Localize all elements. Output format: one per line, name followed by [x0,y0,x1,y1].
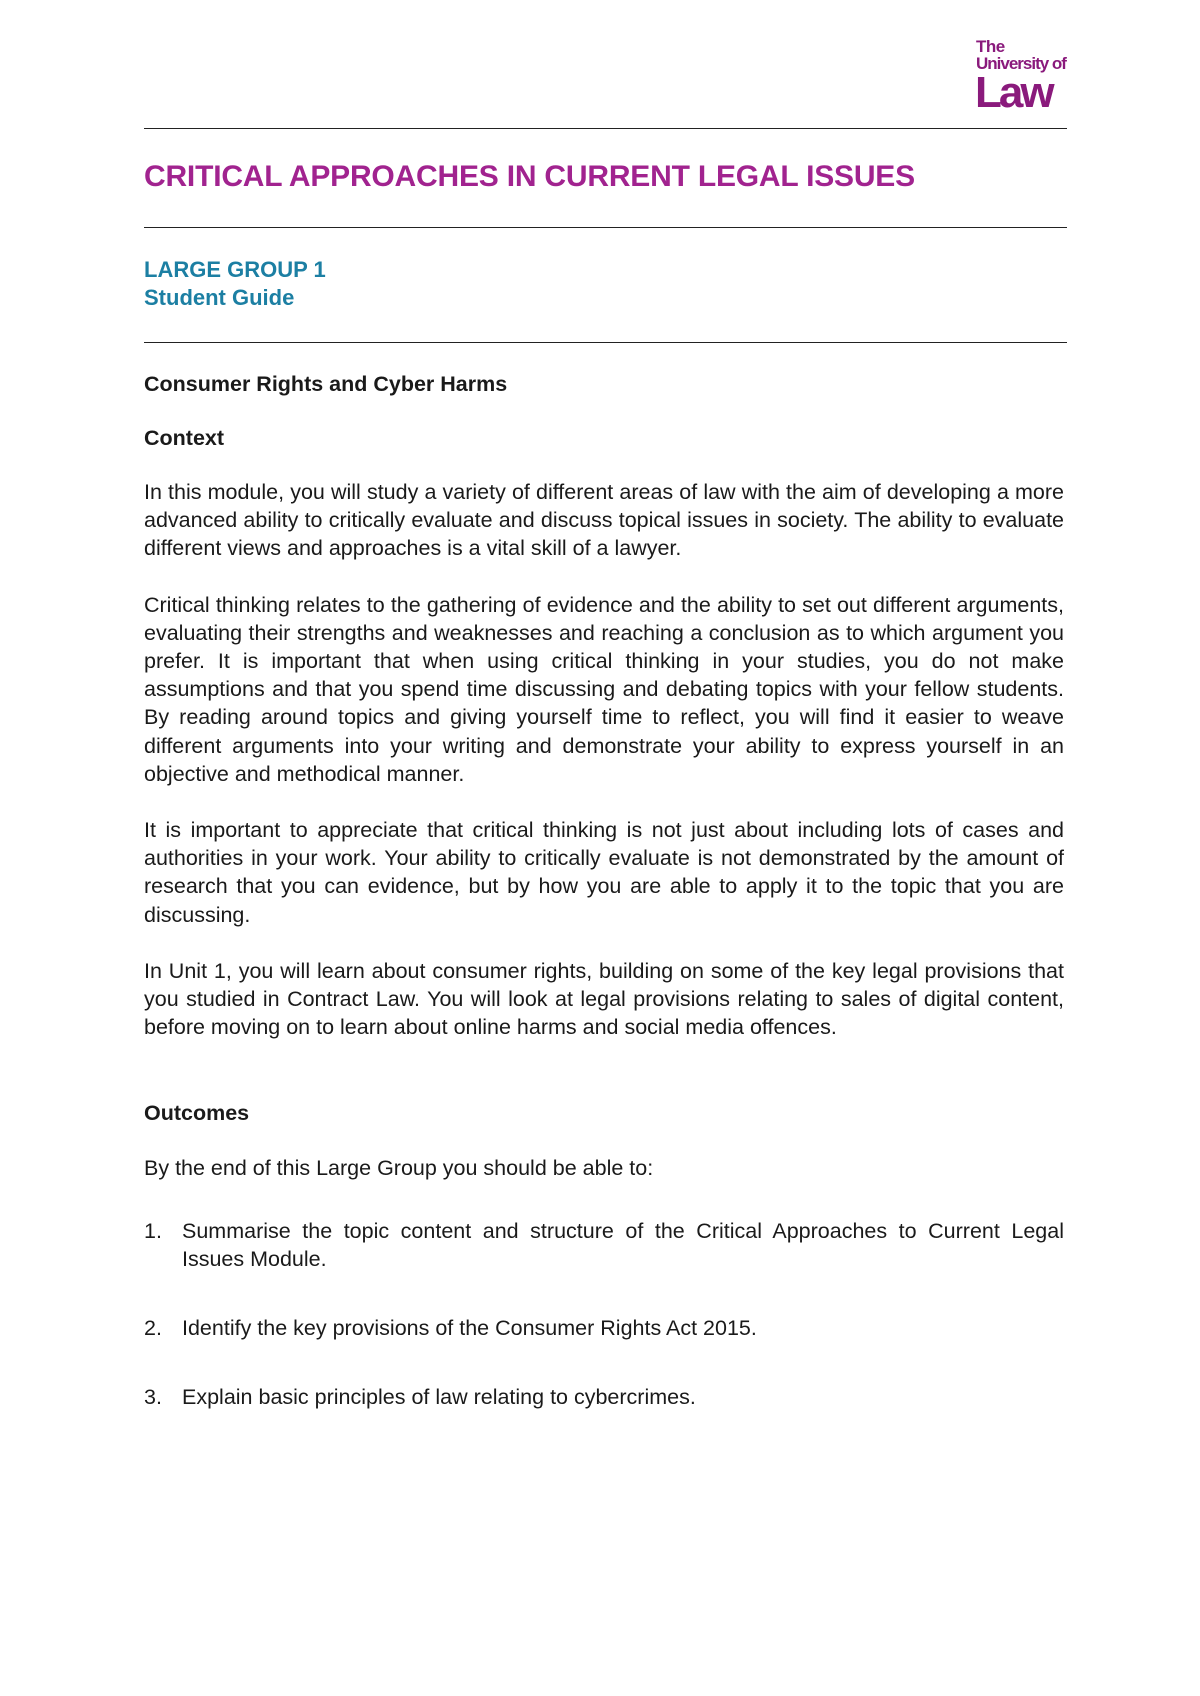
divider-top [144,128,1067,129]
document-title: CRITICAL APPROACHES IN CURRENT LEGAL ISSUES [144,160,915,193]
logo-line-university: University of [976,54,1066,73]
logo-line-law: Law [975,68,1052,117]
outcome-text: Summarise the topic content and structure of the Critical Approaches to Current Legal Issues Module. [182,1218,1064,1271]
outcome-text: Explain basic principles of law relating to cybercrimes. [182,1385,696,1410]
context-paragraph: In Unit 1, you will learn about consumer rights, building on some of the key legal provisions that you studied in Contract Law. You will look at legal provisions relating to sales of digital content, before moving on to learn about online harms and social media offences. [144,958,1064,1040]
context-paragraph: In this module, you will study a variety of different areas of law with the aim of developing a more advanced ability to critically evaluate and discuss topical issues in society. The ability to evaluate different views and approaches is a vital skill of a lawyer. [144,480,1064,561]
student-guide-subheading: Student Guide [144,285,295,310]
document-body [144,370,1064,1452]
context-paragraph: It is important to appreciate that critical thinking is not just about including lots of cases and authorities in your work. Your ability to critically evaluate is not demonstrated by the amount of research that you can evidence, but by how you are able to apply it to the topic that you are discussing. [144,818,1064,927]
outcome-number: 2. [144,1316,162,1341]
context-heading: Context [144,426,225,450]
outcomes-list [144,1217,1064,1412]
section-title: Consumer Rights and Cyber Harms [144,372,508,396]
outcome-item [144,1314,1064,1342]
outcome-number: 1. [144,1218,162,1243]
logo-line-the: The [976,37,1005,56]
group-heading-block [144,256,326,312]
outcome-item [144,1383,1064,1411]
divider-under-title [144,227,1067,228]
large-group-heading: LARGE GROUP 1 [144,257,326,282]
outcome-item [144,1217,1064,1273]
context-paragraph: Critical thinking relates to the gathering of evidence and the ability to set out different arguments, evaluating their strengths and weaknesses and reaching a conclusion as to which argument you prefer. It is important that when using critical thinking in your studies, you do not make assumptions and that you spend time discussing and debating topics with your fellow students. By reading around topics and giving yourself time to reflect, you will find it easier to weave different arguments into your writing and demonstrate your ability to express yourself in an objective and methodical manner. [144,592,1064,786]
outcome-text: Identify the key provisions of the Consumer Rights Act 2015. [182,1316,757,1341]
outcome-number: 3. [144,1385,162,1410]
university-logo [975,37,1068,117]
outcomes-heading: Outcomes [144,1101,250,1126]
divider-under-group [144,342,1067,343]
outcomes-lead: By the end of this Large Group you should be able to: [144,1156,654,1181]
